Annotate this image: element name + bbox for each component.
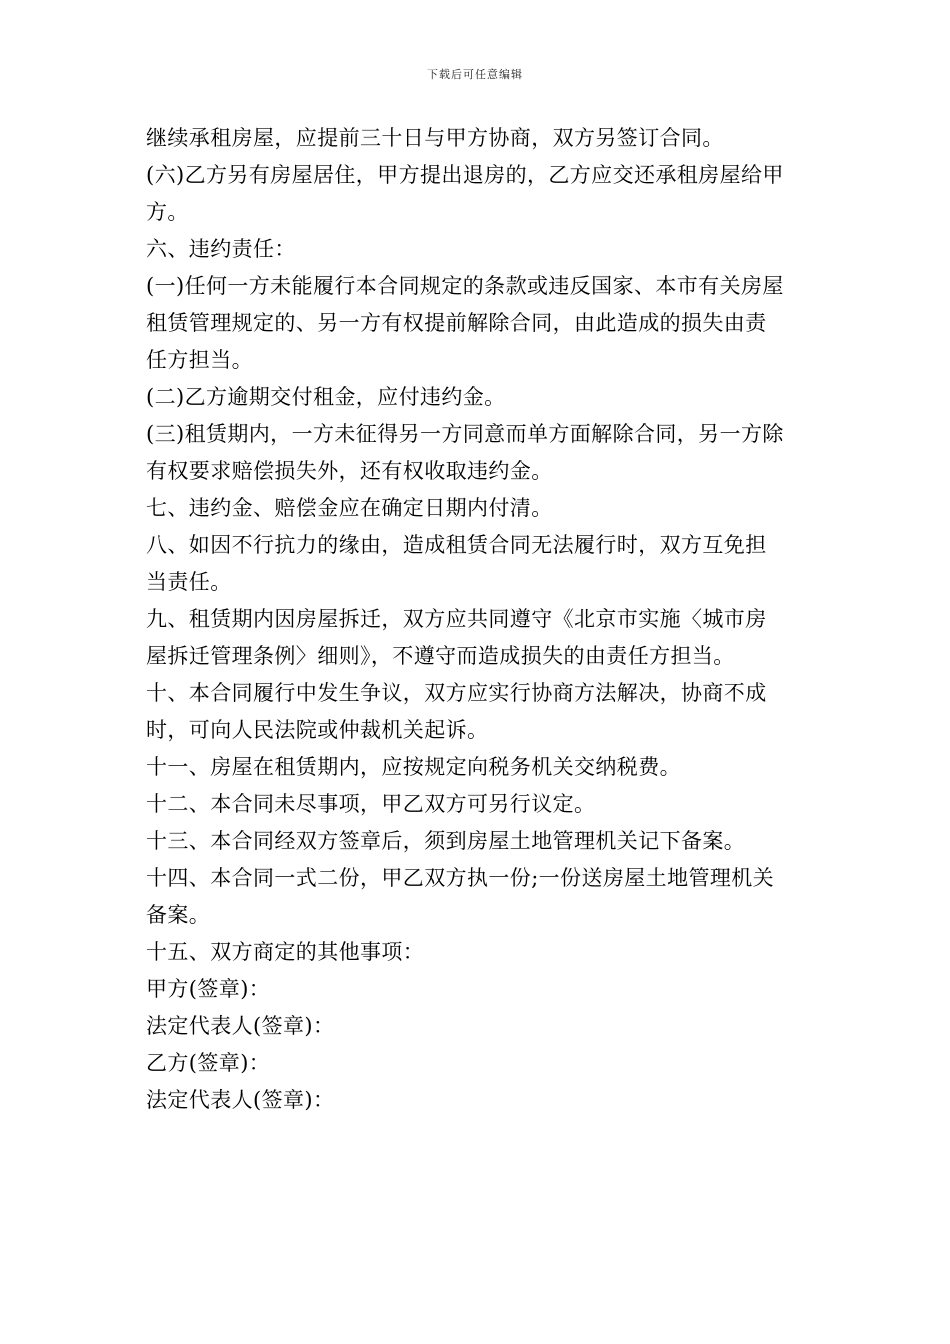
signature-line-party-b: 乙方(签章)： (146, 1051, 271, 1075)
section-heading: 九、租赁期内因房屋拆迁，双方应共同遵守《北京市实施〈城市房 (146, 607, 767, 631)
signature-line-party-a-representative: 法定代表人(签章)： (146, 1014, 335, 1038)
section-heading: 十、本合同履行中发生争议，双方应实行协商方法解决，协商不成 (146, 681, 767, 705)
text-line: 继续承租房屋，应提前三十日与甲方协商，双方另签订合同。 (146, 126, 724, 150)
text-line: 当责任。 (146, 570, 232, 594)
text-line: (六)乙方另有房屋居住，甲方提出退房的，乙方应交还承租房屋给甲 (146, 163, 784, 187)
signature-line-party-a: 甲方(签章)： (146, 977, 271, 1001)
section-heading: 十一、房屋在租赁期内，应按规定向税务机关交纳税费。 (146, 755, 681, 779)
section-heading: 七、违约金、赔偿金应在确定日期内付清。 (146, 496, 553, 520)
text-line: 方。 (146, 200, 189, 224)
text-line: (三)租赁期内，一方未征得另一方同意而单方面解除合同，另一方除 (146, 422, 784, 446)
section-heading: 十三、本合同经双方签章后，须到房屋土地管理机关记下备案。 (146, 829, 746, 853)
section-heading: 十四、本合同一式二份，甲乙双方执一份;一份送房屋土地管理机关 (146, 866, 775, 890)
page-header: 下载后可任意编辑 (427, 68, 523, 81)
text-line: 备案。 (146, 903, 211, 927)
section-heading: 十二、本合同未尽事项，甲乙双方可另行议定。 (146, 792, 596, 816)
text-line: 屋拆迁管理条例〉细则》，不遵守而造成损失的由责任方担当。 (146, 644, 735, 668)
text-line: 任方担当。 (146, 348, 253, 372)
signature-line-party-b-representative: 法定代表人(签章)： (146, 1088, 335, 1112)
section-heading: 八、如因不行抗力的缘由，造成租赁合同无法履行时，双方互免担 (146, 533, 767, 557)
text-line: (二)乙方逾期交付租金，应付违约金。 (146, 385, 506, 409)
section-heading: 十五、双方商定的其他事项： (146, 940, 425, 964)
text-line: (一)任何一方未能履行本合同规定的条款或违反国家、本市有关房屋 (146, 274, 784, 298)
text-line: 时，可向人民法院或仲裁机关起诉。 (146, 718, 489, 742)
text-line: 有权要求赔偿损失外，还有权收取违约金。 (146, 459, 553, 483)
section-heading: 六、违约责任： (146, 237, 296, 261)
document-body (146, 120, 810, 1119)
text-line: 租赁管理规定的、另一方有权提前解除合同，由此造成的损失由责 (146, 311, 767, 335)
